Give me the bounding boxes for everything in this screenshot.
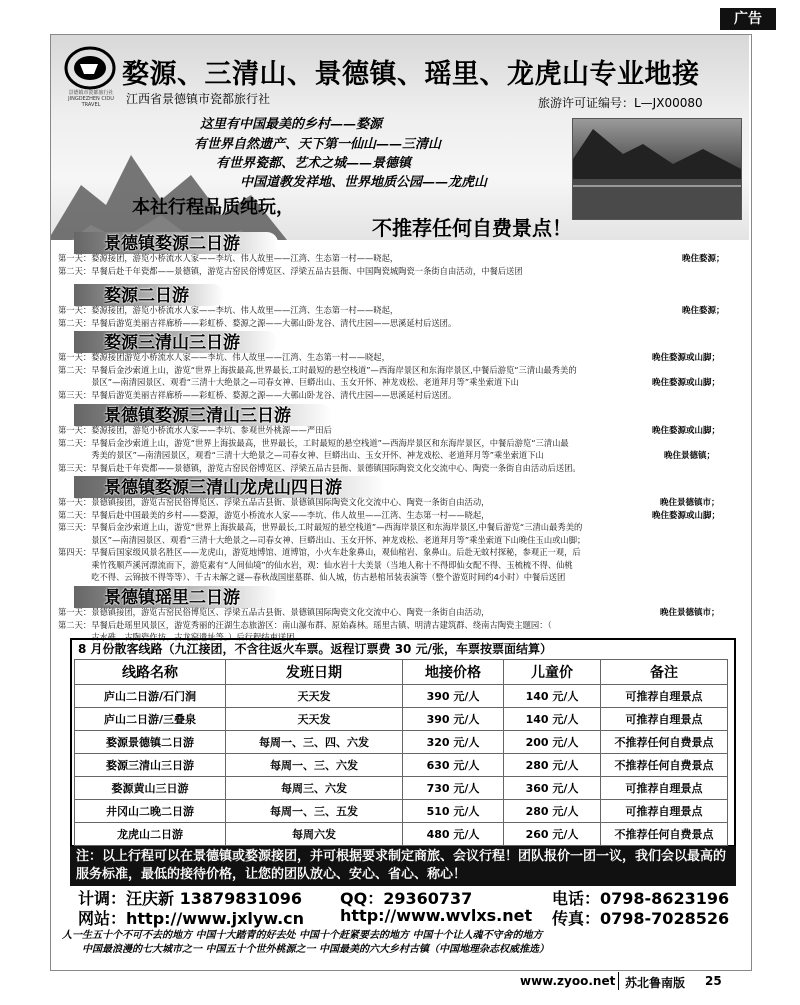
remark: 不推荐任何自费景点 xyxy=(601,823,728,846)
col-dates: 发班日期 xyxy=(226,660,403,685)
overnight-note: 晚住景德镇市； xyxy=(660,498,720,508)
table-row xyxy=(75,800,728,823)
travel-agency-logo-icon xyxy=(64,44,116,92)
child-price: 140 元/人 xyxy=(504,685,601,708)
price: 510 元/人 xyxy=(403,800,504,823)
price: 390 元/人 xyxy=(403,708,504,731)
fax-contact: 传真：0798-7028526 xyxy=(552,909,730,928)
itinerary-line: 第二天：早餐后赴千年瓷都——景德镇，游览古窑民俗博览区、浮梁五品古县衙、中国陶瓷城陶瓷一条街自由活动，中餐后送团 xyxy=(58,265,523,276)
section-title: 景德镇婺源三清山三日游 xyxy=(104,406,291,426)
overnight-note: 晚住婺源； xyxy=(682,254,725,264)
table-row xyxy=(75,731,728,754)
departure-days: 每周一、三、五发 xyxy=(226,800,403,823)
page-number: 25 xyxy=(705,974,722,988)
section-header xyxy=(74,331,278,353)
itinerary-line: 景区”—南清园景区、观看“三清十大绝景之—司春女神、巨蟒出山、玉女开怀、神龙戏松、老道拜月等”乘坐索道下山 xyxy=(58,377,519,387)
itinerary-line: 古水碓、古陶瓷作坊、古龙窑遗址等。）后行程结束送团。 xyxy=(58,632,303,642)
route-name: 婺源景德镇二日游 xyxy=(75,731,226,754)
col-remark: 备注 xyxy=(601,660,728,685)
section-header xyxy=(74,586,278,608)
note-box: 注：以上行程可以在景德镇或婺源接团，并可根据要求制定商旅、会议行程！团队报价一团一议，我们会以最高的服务标准，最低的接待价格，让您的团队放心、安心、省心、称心！ xyxy=(70,846,736,886)
itinerary-line: 第二天：早餐后金沙索道上山，游览“世界上海拔最高,世界最长,工时最短的悬空栈道”—西海岸景区和东海岸景区,中餐后游览“三清山最秀美的 xyxy=(58,364,577,375)
logo-caption: 景德镇市瓷都旅行社 JINGDEZHEN CIDU TRAVEL xyxy=(68,90,114,108)
section-header xyxy=(74,232,278,254)
overnight-note: 晚住婺源或山脚； xyxy=(652,426,721,436)
overnight-note: 晚住景德镇； xyxy=(664,451,716,461)
itinerary-line: 吃不得、云锦披不得等等）、千古未解之谜—春秋战国崖墓群、仙人城，仿古悬棺吊装表演等（整个游览时间约4小时）中餐后送团 xyxy=(58,572,566,582)
license-number: 旅游许可证编号：L—JX00080 xyxy=(538,96,703,110)
itinerary-line: 第二天：早餐后赴瑶里风景区，游览秀丽的汪湖生态旅游区：南山瀑布群、原始森林。瑶里古镇、明清古建筑群、绕南古陶瓷主题园：（ xyxy=(58,619,552,630)
price: 390 元/人 xyxy=(403,685,504,708)
remark: 不推荐任何自费景点 xyxy=(601,754,728,777)
route-name: 婺源三清山三日游 xyxy=(75,754,226,777)
remark: 可推荐自理景点 xyxy=(601,777,728,800)
slogan-4: 中国道教发祥地、世界地质公园——龙虎山 xyxy=(240,175,488,190)
overnight-note: 晚住婺源或山脚； xyxy=(652,353,721,363)
itinerary-line: 第一天：婺源接团游览小桥流水人家——李坑、伟人故里——江湾、生态第一村——晓起， xyxy=(58,352,390,362)
departure-days: 每周一、三、四、六发 xyxy=(226,731,403,754)
itinerary-line: 景区”—南清园景区、观看“三清十大绝景之—司春女神、巨蟒出山、玉女开怀、神龙戏松、老道拜月等”乘坐索道下山晚住玉山或山脚； xyxy=(58,534,586,545)
table-row xyxy=(75,777,728,800)
itinerary-line: 第二天：早餐后金沙索道上山，游览“世界上海拔最高，世界最长，工时最短的悬空栈道”—西海岸景区和东海岸景区，中餐后游览“三清山最 xyxy=(58,437,569,448)
section-title: 婺源二日游 xyxy=(104,286,189,306)
itinerary-line: 第一天：婺源接团，游览小桥流水人家——李坑、参观世外桃源——严田后 xyxy=(58,425,332,435)
route-name: 婺源黄山三日游 xyxy=(75,777,226,800)
itinerary-line: 第三天：早餐后赴千年瓷都——景德镇，游览古窑民俗博览区、浮梁五品古县衙、景德镇国际陶瓷文化交流中心、陶瓷一条街自由活动后送团。 xyxy=(58,462,581,473)
section-header xyxy=(74,404,332,426)
footer-edition: 苏北鲁南版 xyxy=(625,976,686,990)
table-row xyxy=(75,823,728,846)
footer-url[interactable]: www.zyoo.net xyxy=(520,974,616,988)
pricing-header-row xyxy=(75,660,728,685)
col-route: 线路名称 xyxy=(75,660,226,685)
section-title: 景德镇婺源二日游 xyxy=(104,234,240,254)
itinerary-line: 第二天：早餐后赴中国最美的乡村——婺源，游览小桥流水人家——李坑、伟人故里——江湾、生态第一村——晓起， xyxy=(58,509,490,520)
remark: 可推荐自理景点 xyxy=(601,685,728,708)
no-selfpay-statement: 不推荐任何自费景点！ xyxy=(372,216,572,240)
departure-days: 每周一、三、六发 xyxy=(226,754,403,777)
child-price: 260 元/人 xyxy=(504,823,601,846)
website-link-2[interactable]: http://www.wvlxs.net xyxy=(340,906,533,925)
section-title: 景德镇瑶里二日游 xyxy=(104,588,240,608)
section-title: 景德镇婺源三清山龙虎山四日游 xyxy=(104,478,342,498)
departure-days: 天天发 xyxy=(226,708,403,731)
company-name: 江西省景德镇市瓷都旅行社 xyxy=(126,92,271,106)
overnight-note: 晚住婺源或山脚； xyxy=(652,378,721,388)
itinerary-line: 第一天：婺源接团，游览小桥流水人家——李坑、伟人故里——江湾、生态第一村——晓起， xyxy=(58,253,399,263)
itinerary-line: 第三天：早餐后游览美丽吉祥廊桥——彩虹桥、婺源之源——大鄣山卧龙谷、清代庄园——思溪延村后送团。 xyxy=(58,389,457,400)
pricing-banner: 8 月份散客线路（九江接团，不含往返火车票。返程订票费 30 元/张，车票按票面结算） xyxy=(78,642,552,656)
col-price: 地接价格 xyxy=(403,660,504,685)
departure-days: 每周六发 xyxy=(226,823,403,846)
section-title: 婺源三清山三日游 xyxy=(104,333,240,353)
itinerary-line: 第三天：早餐后金沙索道上山，游览“世界上海拔最高，世界最长,工时最短的悬空栈道”—西海岸景区和东海岸景区,中餐后游览“三清山最秀美的 xyxy=(58,522,583,532)
route-name: 井冈山二晚二日游 xyxy=(75,800,226,823)
price: 630 元/人 xyxy=(403,754,504,777)
departure-days: 每周三、六发 xyxy=(226,777,403,800)
price: 480 元/人 xyxy=(403,823,504,846)
itinerary-line: 第一天：景德镇接团，游览古窑民俗博览区、浮梁五品古县衙、景德镇国际陶瓷文化交流中心、陶瓷一条街自由活动， xyxy=(58,497,490,507)
pricing-table xyxy=(74,659,728,846)
page-title: 婺源、三清山、景德镇、瑶里、龙虎山专业地接 xyxy=(122,59,700,90)
table-row xyxy=(75,708,728,731)
overnight-note: 晚住婺源； xyxy=(682,306,725,316)
section-header xyxy=(74,284,224,306)
promo-line-1: 人一生五十个不可不去的地方 中国十大踏青的好去处 中国十个赶紧要去的地方 中国十个让人魂不守舍的地方 xyxy=(62,930,543,941)
itinerary-line: 第一天：景德镇接团，游览古窑民俗博览区、浮梁五品古县衙、景德镇国际陶瓷文化交流中心、陶瓷一条街自由活动， xyxy=(58,607,490,617)
departure-days: 天天发 xyxy=(226,685,403,708)
itinerary-line: 第二天：早餐后游览美丽吉祥廊桥——彩虹桥、婺源之源——大鄣山卧龙谷、清代庄园——思溪延村后送团。 xyxy=(58,317,457,328)
route-name: 龙虎山二日游 xyxy=(75,823,226,846)
overnight-note: 晚住景德镇市； xyxy=(660,608,720,618)
ad-tag: 广告 xyxy=(720,8,776,30)
remark: 可推荐自理景点 xyxy=(601,800,728,823)
lake-mountain-icon xyxy=(573,119,741,219)
col-child-price: 儿童价 xyxy=(504,660,601,685)
price: 730 元/人 xyxy=(403,777,504,800)
price: 320 元/人 xyxy=(403,731,504,754)
quality-statement: 本社行程品质纯玩， xyxy=(132,197,294,218)
slogan-1: 这里有中国最美的乡村——婺源 xyxy=(200,117,383,132)
itinerary-line: 乘竹筏顺芦溪河漂流而下，游览素有“人间仙境”的仙水岩，观：仙水岩十大美景（当地人称十不得即仙女配不得、玉梳梳不得、仙桃 xyxy=(58,559,573,570)
child-price: 280 元/人 xyxy=(504,754,601,777)
footer-divider xyxy=(618,972,619,990)
website-link-1[interactable]: 网站：http://www.jxlyw.cn xyxy=(78,909,305,928)
qq-contact: QQ：29360737 xyxy=(340,889,473,908)
itinerary-line: 秀美的景区”—南清园景区，观看“三清十大绝景之—司春女神、巨蟒出山、玉女开怀、神龙戏松、老道拜月等”乘坐索道下山 xyxy=(58,450,544,460)
route-name: 庐山二日游/石门涧 xyxy=(75,685,226,708)
child-price: 200 元/人 xyxy=(504,731,601,754)
phone-contact: 电话：0798-8623196 xyxy=(552,889,730,908)
overnight-note: 晚住婺源或山脚； xyxy=(652,510,721,521)
remark: 可推荐自理景点 xyxy=(601,708,728,731)
section-header xyxy=(74,476,386,498)
slogan-3: 有世界瓷都、艺术之城——景德镇 xyxy=(216,156,412,171)
child-price: 140 元/人 xyxy=(504,708,601,731)
landscape-photo xyxy=(572,118,742,220)
route-name: 庐山二日游/三叠泉 xyxy=(75,708,226,731)
remark: 不推荐任何自费景点 xyxy=(601,731,728,754)
child-price: 360 元/人 xyxy=(504,777,601,800)
slogan-2: 有世界自然遗产、天下第一仙山——三清山 xyxy=(194,137,442,152)
table-row xyxy=(75,754,728,777)
itinerary-line: 第一天：婺源接团，游览小桥流水人家——李坑、伟人故里——江湾、生态第一村——晓起， xyxy=(58,305,399,315)
itinerary-line: 第四天：早餐后国家级风景名胜区——龙虎山，游览地博馆、道博馆，小火车赴象鼻山，观仙棺岩、象鼻山。后赴无蚊村探秘，参观正一观，后 xyxy=(58,547,581,557)
promo-line-2: 中国最浪漫的七大城市之一 中国五十个世外桃源之一 中国最美的六大乡村古镇（中国地理杂志权威推选） xyxy=(82,944,549,955)
table-row xyxy=(75,685,728,708)
planner-contact: 计调：汪庆新 13879831096 xyxy=(78,889,303,908)
child-price: 280 元/人 xyxy=(504,800,601,823)
